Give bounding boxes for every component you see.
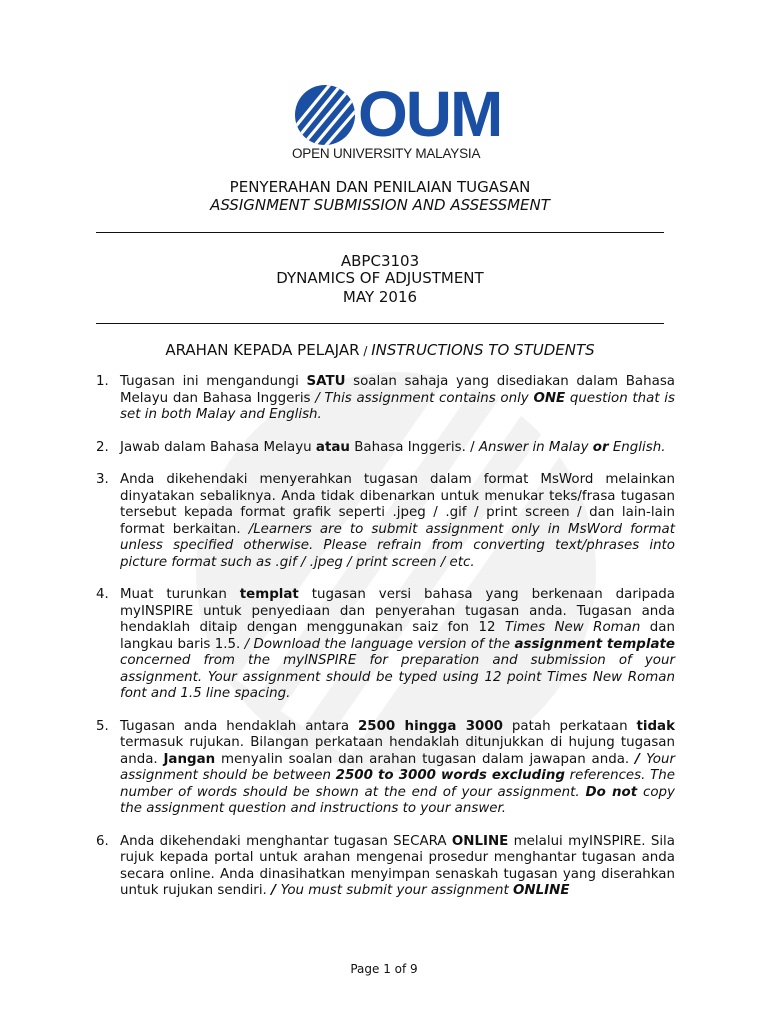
instruction-number: 3.	[96, 472, 109, 487]
instruction-text-segment: Anda dikehendaki menghantar tugasan SECARA	[120, 833, 452, 849]
instruction-text-segment: Times New Roman	[504, 620, 641, 635]
instruction-text-segment: Tugasan ini mengandungi	[120, 374, 307, 389]
semester: MAY 2016	[342, 288, 418, 306]
instruction-number: 2.	[96, 439, 109, 455]
instructions-heading-malay: ARAHAN KEPADA PELAJAR	[165, 341, 360, 359]
instruction-text-segment: assignment template	[514, 636, 675, 652]
instruction-text-segment: ONE	[533, 390, 566, 406]
instruction-text-segment: question that is set in both Malay and English.	[120, 390, 675, 422]
logo-wordmark: OUM	[358, 78, 502, 150]
instruction-number: 6.	[96, 833, 109, 849]
instructions-heading	[96, 341, 664, 359]
instruction-text-segment: dan langkau baris 1.5.	[120, 620, 675, 652]
instruction-number: 5.	[96, 718, 109, 734]
instruction-text-segment: Anda dikehendaki menyerahkan tugasan dalam format MsWord melainkan dinyatakan sebaliknya. Anda tidak dibenarkan untuk menukar teks/frasa tugasan tersebut kepada format grafik seperti .jpeg / .gif / print screen / dan lain-lain format berkaitan.	[120, 472, 675, 537]
title-malay: PENYERAHAN DAN PENILAIAN TUGASAN	[229, 178, 531, 196]
instruction-text-segment: / This assignment contains only	[315, 390, 534, 406]
instruction-text-segment: tidak	[636, 718, 676, 734]
instruction-text-segment: references. The number of words should be shown at the end of your assignment.	[120, 768, 675, 800]
oum-logo	[292, 78, 502, 164]
instruction-item	[96, 587, 675, 703]
instruction-number: 1.	[96, 374, 109, 389]
instruction-text-segment: tugasan versi bahasa yang berkenaan daripada myINSPIRE untuk penyediaan dan penyerahan tugasan anda. Tugasan anda hendaklah ditaip dengan menggunakan saiz fon 12	[120, 587, 676, 635]
instruction-item	[96, 374, 675, 424]
instruction-item	[96, 719, 675, 818]
logo-subtitle: OPEN UNIVERSITY MALAYSIA	[292, 146, 481, 161]
instructions-heading-slash: /	[359, 344, 372, 358]
instruction-text-segment: /	[271, 883, 281, 898]
divider-bottom	[96, 323, 664, 324]
instruction-text-segment: Bahasa Inggeris. /	[349, 439, 479, 455]
instruction-text-segment: concerned from the myINSPIRE for preparation and submission of your assignment. Your assignment should be typed using 12 point Times New Roman font and 1.5 line spacing.	[120, 653, 675, 701]
instruction-text-segment: ONLINE	[513, 883, 570, 898]
oum-logo-mark-icon	[292, 82, 358, 148]
instruction-item	[96, 834, 675, 900]
instruction-item	[96, 440, 675, 457]
course-name: DYNAMICS OF ADJUSTMENT	[276, 269, 484, 287]
instruction-text-segment: menyalin soalan dan arahan tugasan dalam jawapan anda.	[215, 751, 635, 767]
instructions-heading-english: INSTRUCTIONS TO STUDENTS	[371, 341, 595, 359]
instruction-text-segment: soalan sahaja yang disediakan dalam Bahasa Melayu dan Bahasa Inggeris	[120, 374, 676, 406]
instruction-text-segment: patah perkataan	[503, 718, 637, 734]
instruction-text-segment: 2500 hingga 3000	[357, 718, 503, 734]
instruction-text-segment: Muat turunkan	[120, 587, 240, 602]
divider-top	[96, 232, 664, 233]
instruction-text-segment: You must submit your assignment	[280, 883, 514, 898]
instruction-text-segment: Jawab dalam Bahasa Melayu	[120, 439, 316, 455]
instruction-text-segment: Tugasan anda hendaklah antara	[120, 718, 358, 734]
instruction-text-segment: /	[634, 751, 647, 767]
instruction-text-segment: SATU	[306, 374, 346, 389]
instruction-text-segment: templat	[239, 587, 299, 602]
instruction-text-segment: English.	[608, 439, 666, 455]
page-number: Page 1 of 9	[350, 962, 418, 976]
instruction-text-segment: melalui myINSPIRE. Sila rujuk kepada portal untuk arahan mengenai prosedur menghantar tugasan anda secara online. Anda dinasihatkan menyimpan senaskah tugasan yang diserahkan untuk rujukan sendiri.	[120, 833, 675, 898]
instruction-number: 4.	[96, 587, 109, 602]
instruction-text-segment: Answer in Malay	[478, 439, 593, 455]
instruction-text-segment: ONLINE	[451, 833, 509, 849]
title-english: ASSIGNMENT SUBMISSION AND ASSESSMENT	[210, 196, 550, 214]
course-code: ABPC3103	[340, 252, 420, 270]
instructions-list	[96, 374, 675, 916]
instruction-text-segment: copy the assignment question and instructions to your answer.	[120, 784, 675, 816]
instruction-text-segment: Jangan	[163, 751, 216, 767]
instruction-text-segment: 2500 to 3000 words excluding	[335, 768, 565, 783]
instruction-text-segment: Your assignment should be between	[120, 751, 675, 783]
instruction-text-segment: or	[592, 439, 609, 455]
instruction-text-segment: /Learners are to submit assignment only in MsWord format unless specified otherwise. Please refrain from converting text/phrases into picture format such as .gif / .jpeg / print screen / etc.	[120, 521, 676, 570]
instruction-text-segment: termasuk rujukan. Bilangan perkataan hendaklah ditunjukkan di hujung tugasan anda.	[120, 735, 675, 767]
instruction-text-segment: atau	[315, 439, 350, 455]
instruction-item	[96, 472, 675, 571]
instruction-text-segment: / Download the language version of the	[244, 636, 515, 652]
instruction-text-segment: Do not	[585, 784, 638, 800]
